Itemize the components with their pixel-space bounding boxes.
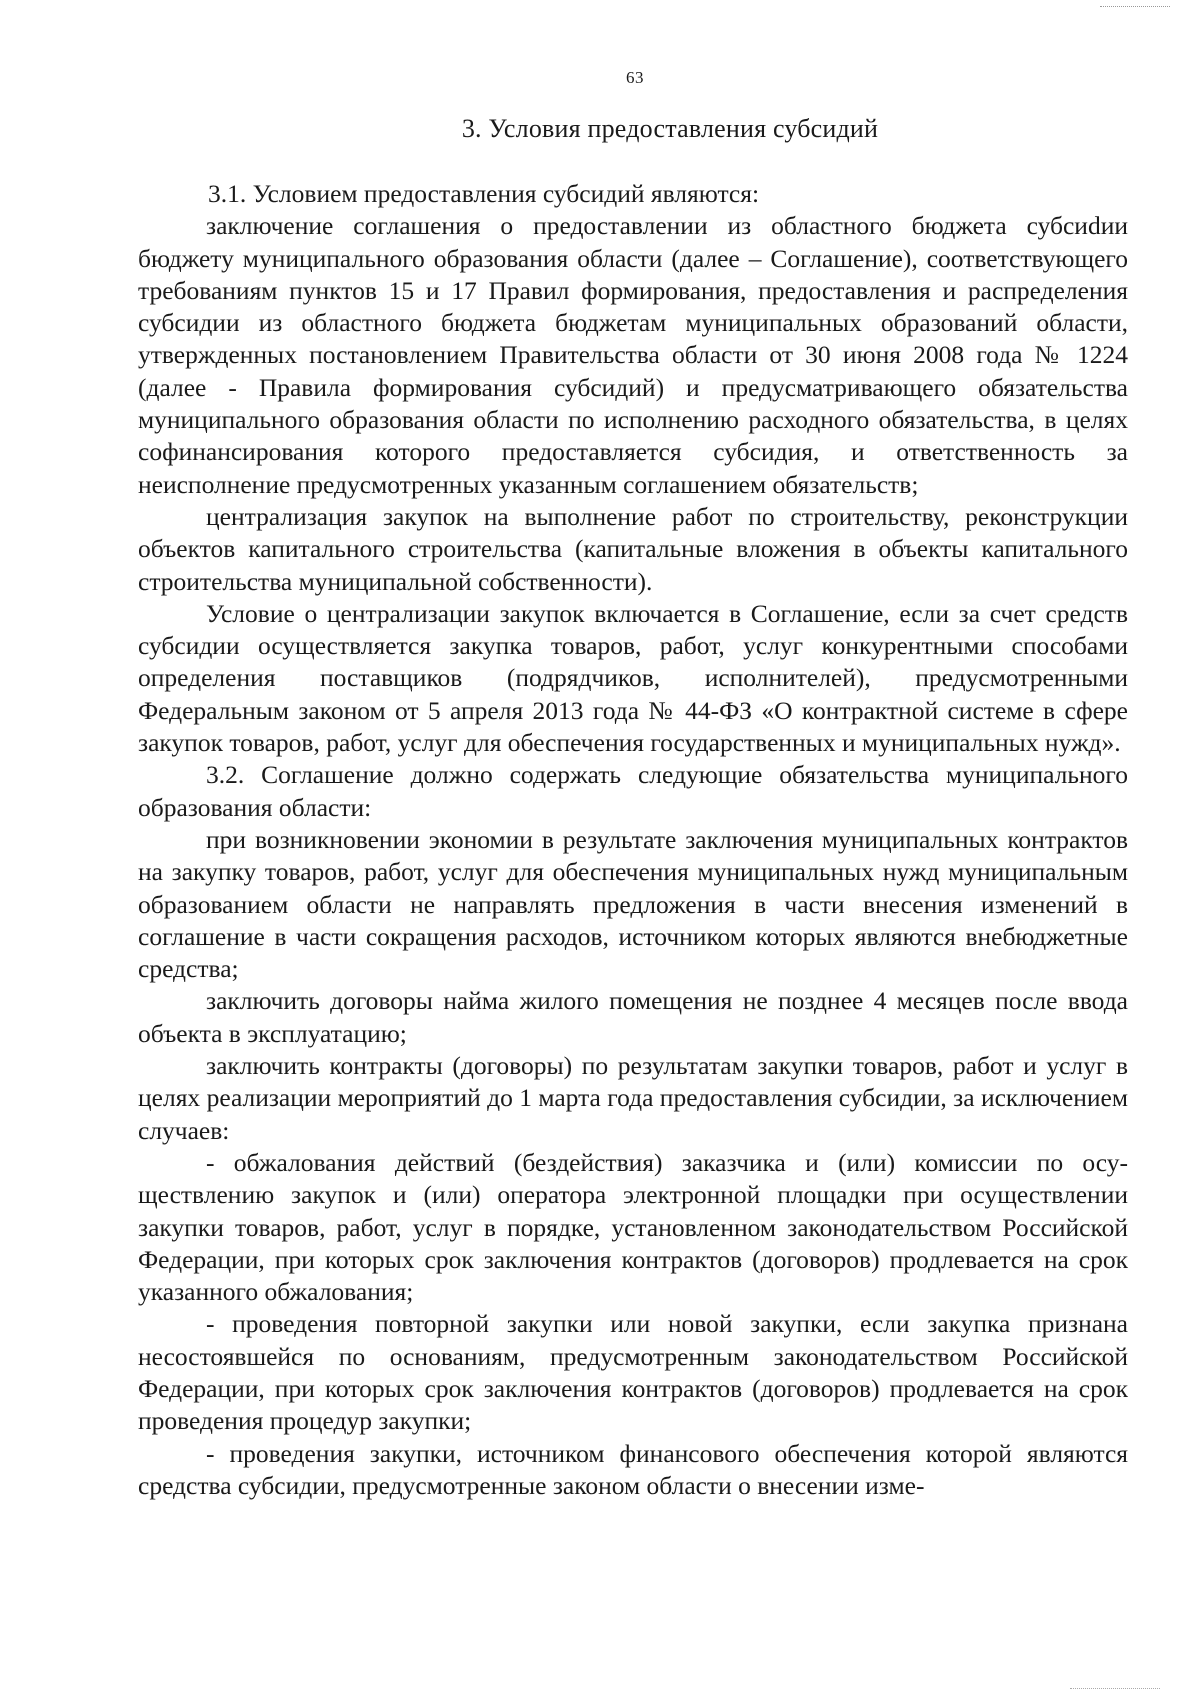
paragraph-exception-repeat: - проведения повторной закупки или новой закупки, если закупка признана несостоявшейся по основаниям, предусмотренным законодательством Российской Федерации, при которых срок заключения контрактов (договоров) продлевается на срок проведения процедур закупки; (138, 1309, 1128, 1436)
paragraph-exception-funding: - проведения закупки, источником финансового обеспечения которой являются средства субсидии, предусмотренные законом области о внесении изме- (138, 1438, 1128, 1500)
scan-corner-mark (1100, 0, 1170, 7)
body-text (138, 178, 1128, 1502)
paragraph-contracts: заключить контракты (договоры) по результатам закупки товаров, работ и услуг в целях реализации мероприятий до 1 марта года предоставления субсидии, за исключением случаев: (138, 1051, 1128, 1145)
page-number: 63 (626, 68, 644, 87)
scan-bottom-mark (1070, 1688, 1160, 1697)
section-title: 3. Условия предоставления субсидий (461, 114, 879, 143)
paragraph-agreement: заключение соглашения о предоставлении из областного бюджета субсиdии бюджету муниципального образования области (далее – Соглашение), соответствующего требованиям пунктов 15 и 17 Правил формирования, предоставления и распределения субсидии из областного бюджета бюджетам муниципальных образований области, утвержденных постановлением Правительства области от 30 июня 2008 года № 1224 (далее - Правила формирования субсидий) и предусматривающего обязательства муниципального образования области по исполнению расходного обязательства, в целях софинансирования которого предоставляется субсидия, и ответственность за неисполнение предусмотренных указанным соглашением обязательств; (138, 211, 1128, 499)
paragraph-centralization-condition: Условие о централизации закупок включается в Соглашение, если за счет средств субсидии осуществляется закупка товаров, работ, услуг конкурентными способами определения поставщиков (подрядчиков, исполнителей), предусмотренными Федеральным законом от 5 апреля 2013 года № 44-ФЗ «О контрактной системе в сфере закупок товаров, работ, услуг для обеспечения государственных и муниципальных нужд». (138, 598, 1128, 758)
paragraph-3-1: 3.1. Условием предоставления субсидий являются: (208, 179, 760, 208)
paragraph-exception-appeal: - обжалования действий (бездействия) заказчика и (или) комиссии по осуществлению закупок и (или) оператора электронной площадки при осуществлении закупки товаров, работ, услуг в порядке, установленном законодательством Российской Федерации, при которых срок заключения контрактов (договоров) продлевается на срок указанного обжалования; (138, 1147, 1128, 1307)
paragraph-lease: заключить договоры найма жилого помещения не позднее 4 месяцев после ввода объекта в эксплуатацию; (138, 986, 1128, 1048)
paragraph-3-2: 3.2. Соглашение должно содержать следующие обязательства муниципального образования области: (138, 760, 1128, 822)
paragraph-centralization: централизация закупок на выполнение работ по строительству, реконструкции объектов капитального строительства (капитальные вложения в объекты капитального строительства муниципальной собственности). (138, 501, 1128, 596)
paragraph-savings: при возникновении экономии в результате заключения муниципальных контрактов на закупку товаров, работ, услуг для обеспечения муниципальных нужд муниципальным образованием области не направлять предложения в части внесения изменений в соглашение в части сокращения расходов, источником которых являются внебюджетные средства; (138, 824, 1128, 984)
